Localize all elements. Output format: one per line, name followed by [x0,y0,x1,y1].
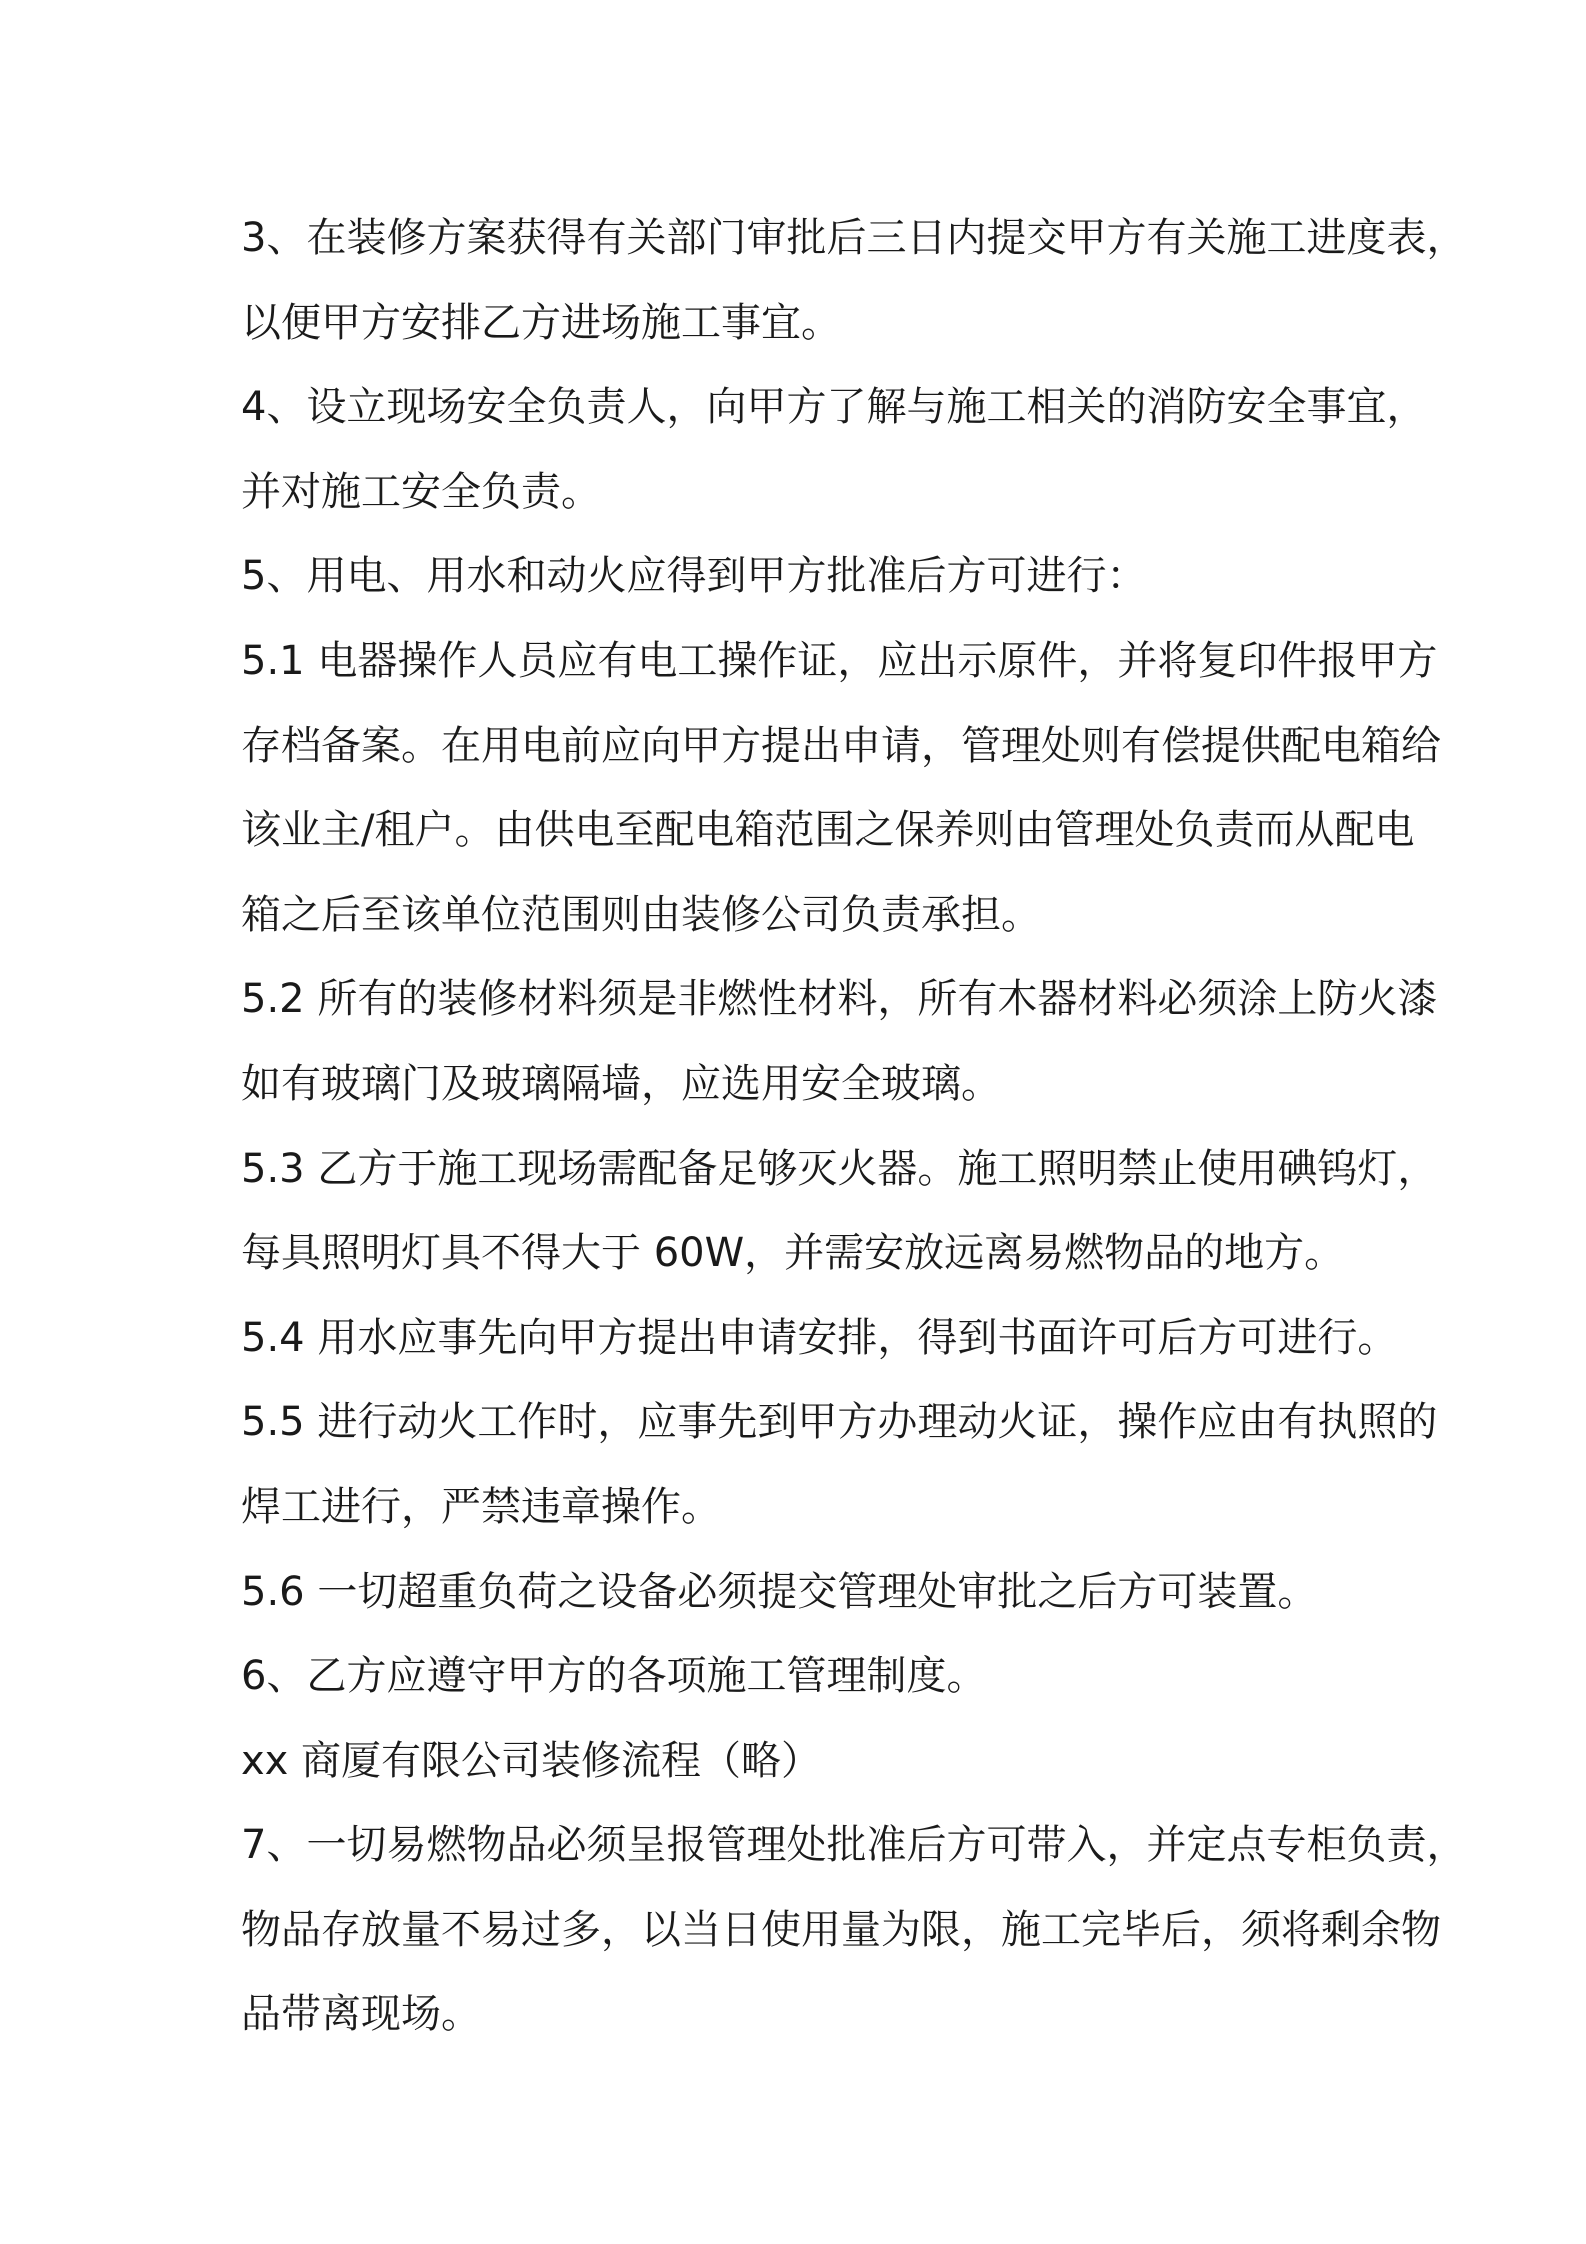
text-line: 品带离现场。 [241,1991,481,2038]
text-line: 5.1 电器操作人员应有电工操作证，应出示原件，并将复印件报甲方 [241,637,1438,684]
text-line: 该业主/租户。由供电至配电箱范围之保养则由管理处负责而从配电 [241,807,1415,854]
text-line: xx 商厦有限公司装修流程（略） [241,1737,822,1784]
text-line: 6、乙方应遵守甲方的各项施工管理制度。 [241,1653,987,1700]
text-line: 4、设立现场安全负责人，向甲方了解与施工相关的消防安全事宜， [241,384,1427,431]
document-body [241,196,1467,2057]
text-line: 7、一切易燃物品必须呈报管理处批准后方可带入，并定点专柜负责， [241,1822,1467,1869]
text-line: 物品存放量不易过多，以当日使用量为限，施工完毕后，须将剩余物 [241,1906,1441,1953]
text-line: 5.4 用水应事先向甲方提出申请安排，得到书面许可后方可进行。 [241,1314,1398,1361]
text-line: 以便甲方安排乙方进场施工事宜。 [241,299,841,346]
text-line: 如有玻璃门及玻璃隔墙，应选用安全玻璃。 [241,1060,1001,1107]
text-line: 并对施工安全负责。 [241,468,601,515]
text-line: 5、用电、用水和动火应得到甲方批准后方可进行： [241,553,1147,600]
text-line: 5.5 进行动火工作时，应事先到甲方办理动火证，操作应由有执照的 [241,1399,1438,1446]
text-line: 3、在装修方案获得有关部门审批后三日内提交甲方有关施工进度表， [241,215,1467,261]
text-line: 5.6 一切超重负荷之设备必须提交管理处审批之后方可装置。 [241,1568,1318,1615]
text-line: 每具照明灯具不得大于 60W，并需安放远离易燃物品的地方。 [241,1230,1345,1277]
text-line: 存档备案。在用电前应向甲方提出申请，管理处则有偿提供配电箱给 [241,722,1441,769]
text-line: 焊工进行，严禁违章操作。 [241,1483,721,1530]
text-line: 5.2 所有的装修材料须是非燃性材料，所有木器材料必须涂上防火漆 [241,976,1438,1023]
text-line: 箱之后至该单位范围则由装修公司负责承担。 [241,891,1041,938]
text-line: 5.3 乙方于施工现场需配备足够灭火器。施工照明禁止使用碘钨灯， [241,1145,1438,1192]
